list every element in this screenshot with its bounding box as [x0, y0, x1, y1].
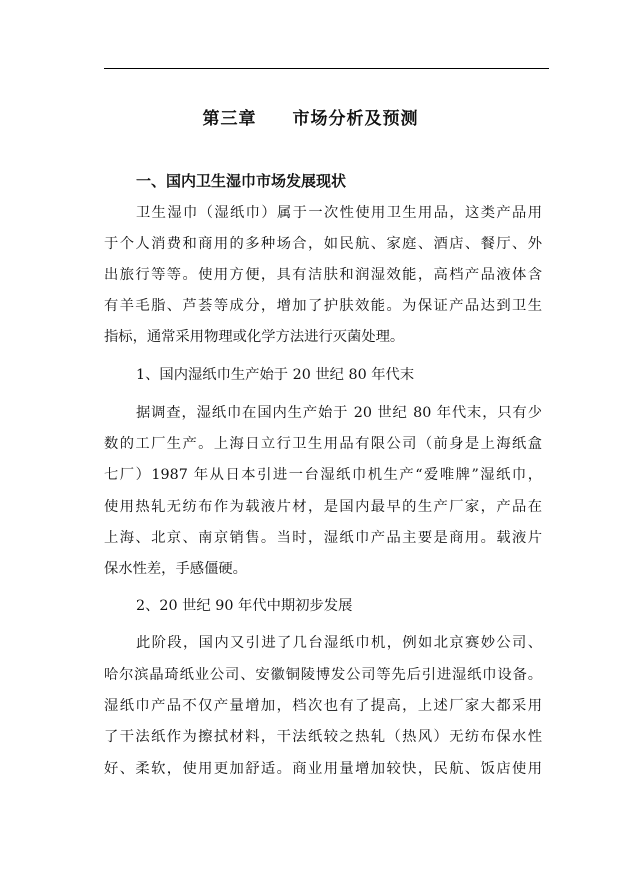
paragraph-line: 了干法纸作为擦拭材料，干法纸较之热轧（热风）无纺布保水性 — [104, 729, 542, 745]
paragraph-line: 指标，通常采用物理或化学方法进行灭菌处理。 — [104, 329, 405, 345]
paragraph-line: 据调查，湿纸巾在国内生产始于 20 世纪 80 年代末，只有少 — [136, 405, 542, 421]
header-rule — [104, 68, 549, 69]
paragraph-line: 出旅行等等。使用方便，具有洁肤和润湿效能，高档产品液体含 — [104, 267, 542, 283]
paragraph-line: 于个人消费和商用的多种场合，如民航、家庭、酒店、餐厅、外 — [104, 236, 542, 252]
subheading: 1、国内湿纸巾生产始于 20 世纪 80 年代末 — [136, 367, 415, 383]
paragraph-line: 有羊毛脂、芦荟等成分，增加了护肤效能。为保证产品达到卫生 — [104, 298, 542, 314]
chapter-name: 市场分析及预测 — [292, 108, 419, 129]
subheading: 2、20 世纪 90 年代中期初步发展 — [136, 598, 353, 614]
paragraph-line: 保水性差，手感僵硬。 — [104, 561, 247, 577]
paragraph-line: 上海、北京、南京销售。当时，湿纸巾产品主要是商用。载液片 — [104, 530, 542, 546]
section-heading: 一、国内卫生湿巾市场发展现状 — [136, 172, 347, 190]
paragraph-line: 此阶段，国内又引进了几台湿纸巾机，例如北京赛妙公司、 — [136, 635, 542, 651]
paragraph-line: 哈尔滨晶琦纸业公司、安徽铜陵博发公司等先后引进湿纸巾设备。 — [104, 667, 542, 683]
paragraph-line: 使用热轧无纺布作为载液片材，是国内最早的生产厂家，产品在 — [104, 499, 542, 515]
chapter-title — [0, 103, 621, 129]
paragraph-line: 好、柔软，使用更加舒适。商业用量增加较快，民航、饭店使用 — [104, 761, 542, 777]
paragraph-line: 湿纸巾产品不仅产量增加，档次也有了提高，上述厂家大都采用 — [104, 698, 542, 714]
paragraph-line: 卫生湿巾（湿纸巾）属于一次性使用卫生用品，这类产品用 — [136, 205, 542, 221]
paragraph-line: 七厂）1987 年从日本引进一台湿纸巾机生产“爱唯牌”湿纸巾， — [104, 467, 542, 483]
paragraph-line: 数的工厂生产。上海日立行卫生用品有限公司（前身是上海纸盒 — [104, 436, 542, 452]
chapter-number: 第三章 — [202, 108, 257, 129]
